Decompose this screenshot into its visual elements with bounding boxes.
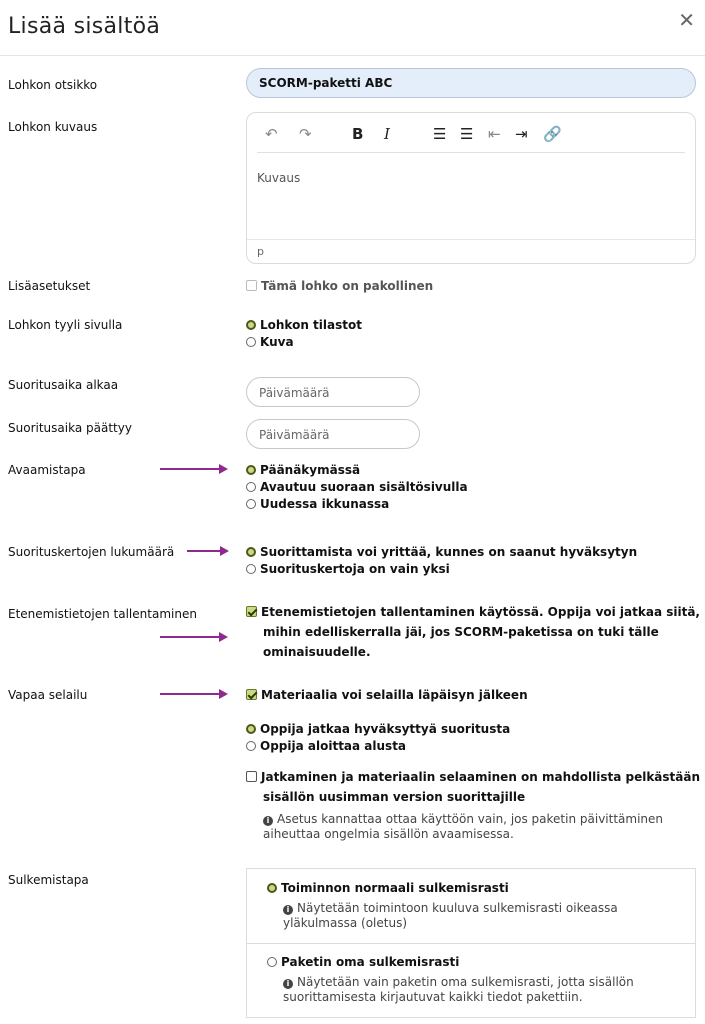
info-icon: i	[283, 979, 293, 989]
option-label: Toiminnon normaali sulkemisrasti	[281, 881, 509, 895]
option-label: Suorittamista voi yrittää, kunnes on saanut hyväksytyn	[260, 545, 638, 559]
style-option-stats[interactable]	[246, 318, 362, 332]
info-icon: i	[263, 816, 273, 826]
title-input[interactable]: SCORM-paketti ABC	[246, 68, 696, 98]
radio[interactable]	[246, 741, 256, 751]
checkbox-box[interactable]	[246, 280, 257, 291]
editor-toolbar	[257, 121, 685, 153]
radio-selected[interactable]	[246, 724, 256, 734]
editor-path: p	[257, 245, 264, 258]
continue-option-approved[interactable]	[246, 722, 510, 736]
option-label: Päänäkymässä	[260, 463, 361, 477]
latest-text: Jatkaminen ja materiaalin selaaminen on mahdollista pelkästään	[261, 770, 701, 784]
option-label: Lohkon tilastot	[260, 318, 362, 332]
end-label: Suoritusaika päättyy	[8, 421, 132, 435]
radio[interactable]	[246, 564, 256, 574]
mandatory-checkbox-label: Tämä lohko on pakollinen	[261, 279, 434, 293]
style-option-image[interactable]	[246, 335, 294, 349]
arrow-annotation	[160, 689, 228, 699]
editor-placeholder[interactable]: Kuvaus	[257, 171, 301, 185]
open-option-main[interactable]	[246, 463, 360, 477]
description-editor	[246, 112, 696, 264]
progress-line-3: ominaisuudelle.	[263, 645, 371, 659]
option-label: Paketin oma sulkemisrasti	[281, 955, 460, 969]
info-text: Asetus kannattaa ottaa käyttöön vain, jos paketin päivittäminen	[277, 812, 664, 826]
description-label: Lohkon kuvaus	[8, 120, 98, 134]
radio-selected[interactable]	[267, 883, 277, 893]
modal-header	[0, 0, 705, 56]
radio[interactable]	[267, 957, 277, 967]
extra-settings-label: Lisäasetukset	[8, 279, 91, 293]
attempts-label: Suorituskertojen lukumäärä	[8, 545, 175, 559]
close-package-info	[283, 975, 634, 1005]
radio-selected[interactable]	[246, 547, 256, 557]
close-option-normal[interactable]	[267, 881, 509, 895]
attempts-option-until-pass[interactable]	[246, 545, 637, 559]
italic-icon[interactable]: I	[384, 125, 390, 143]
open-option-content[interactable]	[246, 480, 468, 494]
option-label: Avautuu suoraan sisältösivulla	[260, 480, 468, 494]
attempts-option-once[interactable]	[246, 562, 450, 576]
editor-statusbar	[247, 239, 695, 263]
radio-selected[interactable]	[246, 465, 256, 475]
progress-line-1	[246, 605, 700, 619]
info-text: yläkulmassa (oletus)	[283, 916, 408, 930]
bold-icon[interactable]: B	[352, 125, 364, 143]
info-text: Näytetään vain paketin oma sulkemisrasti, jotta sisällön	[297, 975, 634, 989]
divider	[247, 943, 695, 944]
open-label: Avaamistapa	[8, 463, 86, 477]
browse-label: Vapaa selailu	[8, 688, 88, 702]
undo-icon[interactable]: ↶	[265, 125, 278, 143]
latest-info	[263, 812, 663, 842]
latest-line-2: sisällön uusimman version suorittajille	[263, 790, 526, 804]
start-label: Suoritusaika alkaa	[8, 378, 119, 392]
outdent-icon[interactable]: ⇤	[488, 125, 501, 143]
info-text: aiheuttaa ongelmia sisällön avaamisessa.	[263, 827, 514, 841]
close-icon[interactable]: ✕	[678, 8, 695, 32]
option-label: Suorituskertoja on vain yksi	[260, 562, 450, 576]
continue-option-restart[interactable]	[246, 739, 406, 753]
progress-line-2: mihin edelliskerralla jäi, jos SCORM-paketissa on tuki tälle	[263, 625, 659, 639]
numbered-list-icon[interactable]: ☰	[460, 125, 474, 143]
title-label: Lohkon otsikko	[8, 78, 98, 92]
open-option-window[interactable]	[246, 497, 389, 511]
start-date-input[interactable]: Päivämäärä	[246, 377, 420, 407]
arrow-annotation	[187, 546, 229, 556]
option-label: Oppija aloittaa alusta	[260, 739, 407, 753]
arrow-annotation	[160, 464, 228, 474]
option-label: Oppija jatkaa hyväksyttyä suoritusta	[260, 722, 511, 736]
progress-checkbox[interactable]	[246, 602, 700, 662]
checkbox-checked[interactable]	[246, 606, 257, 617]
checkbox-box[interactable]	[246, 771, 257, 782]
close-option-package[interactable]	[267, 955, 459, 969]
close-method-box	[246, 868, 696, 1018]
radio[interactable]	[246, 337, 256, 347]
indent-icon[interactable]: ⇥	[515, 125, 528, 143]
progress-label: Etenemistietojen tallentaminen	[8, 607, 197, 621]
browse-checkbox[interactable]	[246, 688, 528, 702]
radio-selected[interactable]	[246, 320, 256, 330]
checkbox-checked[interactable]	[246, 689, 257, 700]
bullet-list-icon[interactable]: ☰	[433, 125, 447, 143]
mandatory-checkbox[interactable]	[246, 279, 433, 293]
arrow-annotation	[160, 632, 228, 642]
info-text: Näytetään toimintoon kuuluva sulkemisrasti oikeassa	[297, 901, 618, 915]
info-icon: i	[283, 905, 293, 915]
redo-icon[interactable]: ↷	[299, 125, 312, 143]
radio[interactable]	[246, 499, 256, 509]
link-icon[interactable]: 🔗	[543, 125, 562, 143]
radio[interactable]	[246, 482, 256, 492]
close-normal-info	[283, 901, 618, 931]
style-label: Lohkon tyyli sivulla	[8, 318, 123, 332]
option-label: Uudessa ikkunassa	[260, 497, 390, 511]
progress-text: Etenemistietojen tallentaminen käytössä. Oppija voi jatkaa siitä,	[261, 605, 700, 619]
option-label: Kuva	[260, 335, 294, 349]
close-method-label: Sulkemistapa	[8, 873, 89, 887]
end-date-input[interactable]: Päivämäärä	[246, 419, 420, 449]
latest-version-checkbox[interactable]	[246, 767, 700, 807]
latest-line-1	[246, 770, 700, 784]
option-label: Materiaalia voi selailla läpäisyn jälkeen	[261, 688, 528, 702]
info-text: suorittamisesta kirjautuvat kaikki tiedot pakettiin.	[283, 990, 583, 1004]
modal-title: Lisää sisältöä	[8, 14, 161, 39]
